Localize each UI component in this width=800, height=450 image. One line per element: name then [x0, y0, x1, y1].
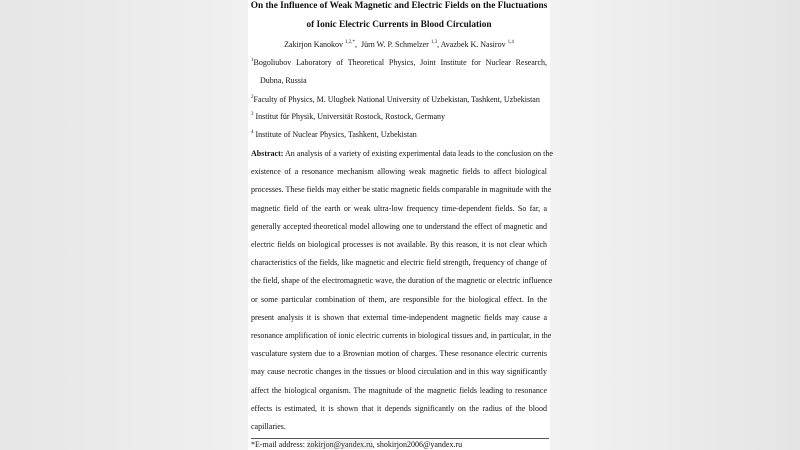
abstract-text: capillaries. — [251, 422, 286, 431]
footnote-rule — [251, 438, 549, 439]
abstract-line — [251, 240, 547, 250]
abstract-line — [251, 386, 547, 396]
paper-title-line-1: On the Influence of Weak Magnetic and Electric Fields on the Fluctuations — [250, 1, 548, 11]
affiliation-text: Bogoliubov Laboratory of Theoretical Physics, Joint Institute for Nuclear Research, — [253, 58, 547, 67]
email-link[interactable]: zokirjon@yandex.ru — [306, 440, 373, 449]
abstract-text: effects is estimated, it is shown that it depends significantly on the radius of the blood — [251, 403, 547, 413]
abstract-text: the field, shape of the electromagnetic wave, the duration of the magnetic or electric influence — [251, 276, 553, 286]
author-name: Avazbek K. Nasirov — [440, 40, 506, 49]
footnote — [251, 440, 462, 450]
affiliation-4 — [251, 130, 417, 140]
affiliation-3 — [251, 112, 445, 122]
abstract-text: existence of a resonance mechanism allowing weak magnetic fields to affect biological — [251, 167, 547, 177]
paper-title-line-2: of Ionic Electric Currents in Blood Circulation — [306, 20, 492, 30]
abstract-line — [251, 222, 547, 232]
affiliation-1-cont: Dubna, Russia — [260, 76, 307, 85]
author-name: Zakirjon Kanokov — [284, 40, 344, 49]
author-sup: 1,3 — [430, 40, 438, 45]
affiliation-1 — [251, 58, 547, 68]
affiliation-sup: 4 — [251, 130, 254, 135]
affiliation-text: Institut für Physik, Universität Rostock, Rostock, Germany — [253, 112, 446, 121]
background-left — [0, 0, 248, 450]
affiliation-text: Faculty of Physics, M. Ulugbek National University of Uzbekistan, Tashkent, Uzbekistan — [253, 95, 540, 104]
author-sup: 1,2,* — [345, 40, 356, 45]
abstract-line — [251, 185, 552, 195]
author-sup: 1,4 — [507, 40, 514, 45]
abstract-line — [251, 404, 547, 414]
abstract-text: electric fields on biological processes is not available. By this reason, it is not clear which — [251, 240, 547, 249]
abstract-text: characteristics of the fields, like magnetic and electric field strength, frequency of change of — [251, 258, 547, 268]
abstract-line — [251, 167, 547, 177]
separator: , — [372, 440, 377, 449]
abstract-label: Abstract: — [251, 149, 284, 158]
abstract-line — [251, 295, 547, 305]
affiliation-sup: 1 — [251, 58, 254, 63]
abstract-line — [251, 349, 547, 359]
abstract-line — [251, 367, 547, 377]
abstract-line — [251, 422, 286, 432]
abstract-line — [251, 276, 553, 286]
affiliation-sup: 3 — [251, 112, 254, 117]
author-list: Zakirjon Kanokov $^{1,2,*}$, Jürn W. P. Schmelzer $^{1,3}$, Avazbek K. Nasirov $^{1,4}$ — [284, 40, 514, 49]
background-right — [550, 0, 800, 450]
abstract-line — [251, 313, 547, 323]
abstract-line — [251, 331, 552, 341]
author-name: Jürn W. P. Schmelzer — [361, 40, 429, 49]
abstract-text: magnetic field of the earth or weak ultra-low frequency time-dependent fields. So far, a — [251, 203, 547, 213]
document-page — [248, 0, 553, 450]
abstract-line — [251, 204, 547, 214]
email-link[interactable]: shokirjon2006@yandex.ru — [376, 440, 463, 449]
affiliation-2 — [251, 95, 540, 105]
abstract-text: processes. These fields may either be static magnetic fields comparable in magnitude with the — [251, 185, 552, 195]
footnote-label: *E-mail address: — [251, 440, 307, 449]
abstract-line — [251, 258, 547, 268]
abstract-text: may cause necrotic changes in the tissues or blood circulation and in this way significantly — [251, 367, 547, 377]
abstract-text: generally accepted theoretical model allowing one to understand the effect of magnetic and — [251, 221, 547, 231]
abstract-text: An analysis of a variety of existing experimental data leads to the conclusion on the — [283, 149, 553, 158]
abstract-line — [251, 149, 553, 159]
affiliation-text: Institute of Nuclear Physics, Tashkent, Uzbekistan — [253, 130, 417, 139]
abstract-text: affect the biological organism. The magnitude of the magnetic fields leading to resonance — [251, 385, 547, 395]
abstract-text: or some particular combination of them, are responsible for the biological effect. In the — [251, 294, 547, 304]
abstract-text: vasculature system due to a Brownian motion of charges. These resonance electric currents — [251, 349, 547, 359]
abstract-text: present analysis it is shown that external time-independent magnetic fields may cause a — [251, 312, 547, 322]
affiliation-sup: 2 — [251, 95, 254, 100]
abstract-text: resonance amplification of ionic electric currents in biological tissues and, in particular, in the — [251, 331, 552, 340]
